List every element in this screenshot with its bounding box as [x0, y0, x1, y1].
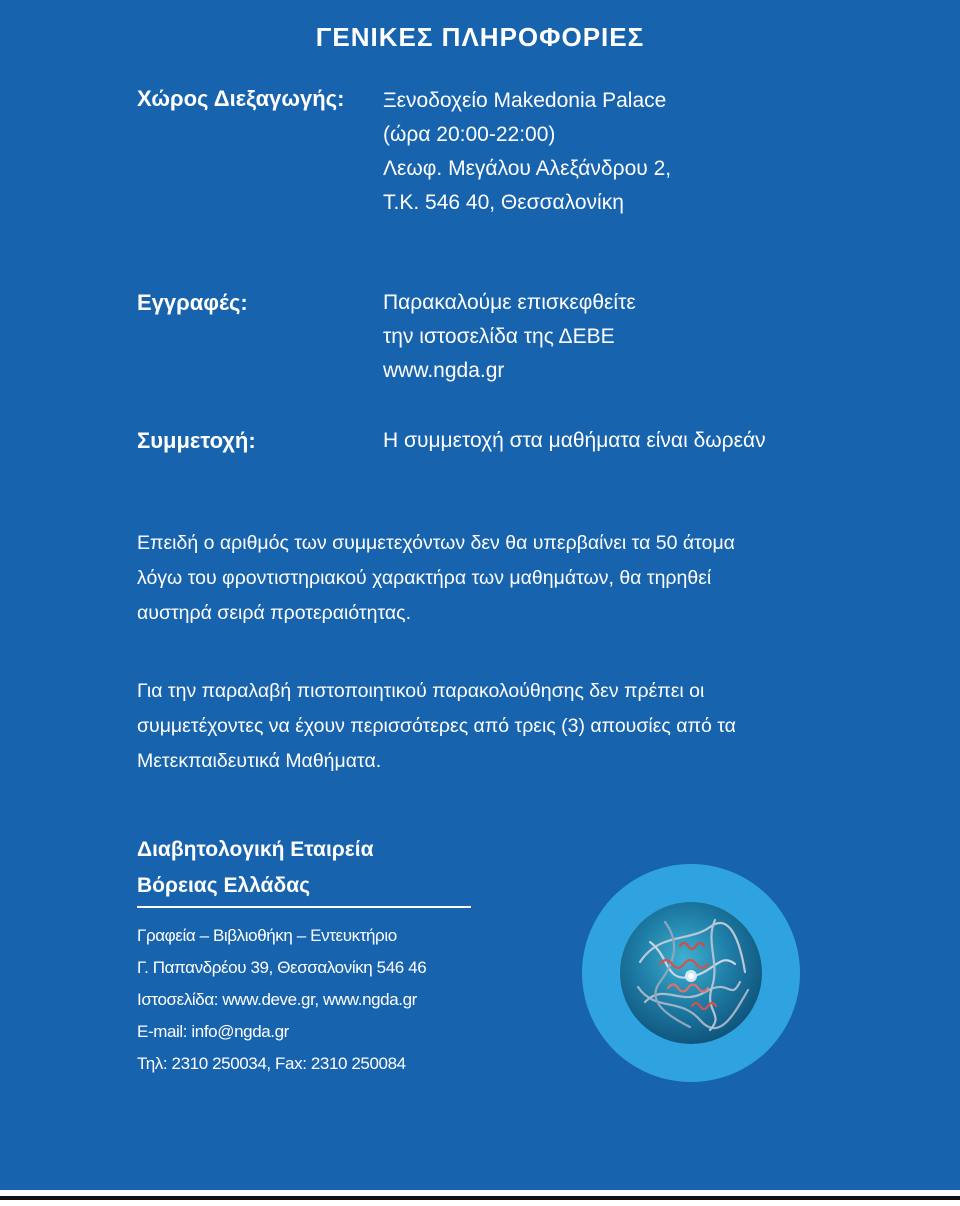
venue-details: [383, 84, 671, 220]
bottom-border: [0, 1190, 960, 1206]
page-title: ΓΕΝΙΚΕΣ ΠΛΗΡΟΦΟΡΙΕΣ: [315, 22, 645, 52]
certificate-notice: [137, 674, 837, 779]
registration-details: [383, 286, 636, 388]
participation-line: Η συμμετοχή στα μαθήματα είναι δωρεάν: [383, 429, 766, 452]
registration-link[interactable]: www.ngda.gr: [383, 359, 505, 382]
participation-text: [383, 424, 766, 458]
capacity-notice: [137, 526, 837, 631]
notice-line: Μετεκπαιδευτικά Μαθήματα.: [137, 750, 382, 772]
notice-line: Επειδή ο αριθμός των συμμετεχόντων δεν θα υπερβαίνει τα 50 άτομα: [137, 532, 735, 554]
contact-line[interactable]: E-mail: info@ngda.gr: [137, 1022, 289, 1041]
organization-name: [137, 832, 373, 904]
registration-line: την ιστοσελίδα της ΔΕΒΕ: [383, 325, 615, 348]
organization-name-line: Διαβητολογική Εταιρεία: [137, 838, 374, 861]
participation-label: Συμμετοχή:: [137, 428, 256, 453]
organization-name-line: Βόρειας Ελλάδας: [137, 874, 311, 897]
contact-line: Γραφεία – Βιβλιοθήκη – Εντευκτήριο: [137, 926, 397, 945]
divider: [137, 906, 471, 908]
molecule-globe-icon: [620, 902, 762, 1044]
notice-line: λόγω του φροντιστηριακού χαρακτήρα των μαθημάτων, θα τηρηθεί: [137, 567, 712, 589]
venue-line: Τ.Κ. 546 40, Θεσσαλονίκη: [383, 191, 624, 214]
notice-line: συμμετέχοντες να έχουν περισσότερες από τρεις (3) απουσίες από τα: [137, 715, 736, 737]
registration-line: Παρακαλούμε επισκεφθείτε: [383, 291, 636, 314]
organization-contacts: [137, 920, 426, 1080]
notice-line: αυστηρά σειρά προτεραιότητας.: [137, 602, 411, 624]
contact-line: Τηλ: 2310 250034, Fax: 2310 250084: [137, 1054, 406, 1073]
contact-line[interactable]: Ιστοσελίδα: www.deve.gr, www.ngda.gr: [137, 990, 417, 1009]
venue-line: Λεωφ. Μεγάλου Αλεξάνδρου 2,: [383, 157, 672, 180]
notice-line: Για την παραλαβή πιστοποιητικού παρακολούθησης δεν πρέπει οι: [137, 680, 705, 702]
venue-label: Χώρος Διεξαγωγής:: [137, 86, 345, 111]
venue-line: Ξενοδοχείο Makedonia Palace: [383, 89, 667, 112]
venue-line: (ώρα 20:00-22:00): [383, 123, 556, 146]
registration-label: Εγγραφές:: [137, 290, 248, 315]
bottom-rule: [0, 1196, 960, 1200]
contact-line: Γ. Παπανδρέου 39, Θεσσαλονίκη 546 46: [137, 958, 427, 977]
